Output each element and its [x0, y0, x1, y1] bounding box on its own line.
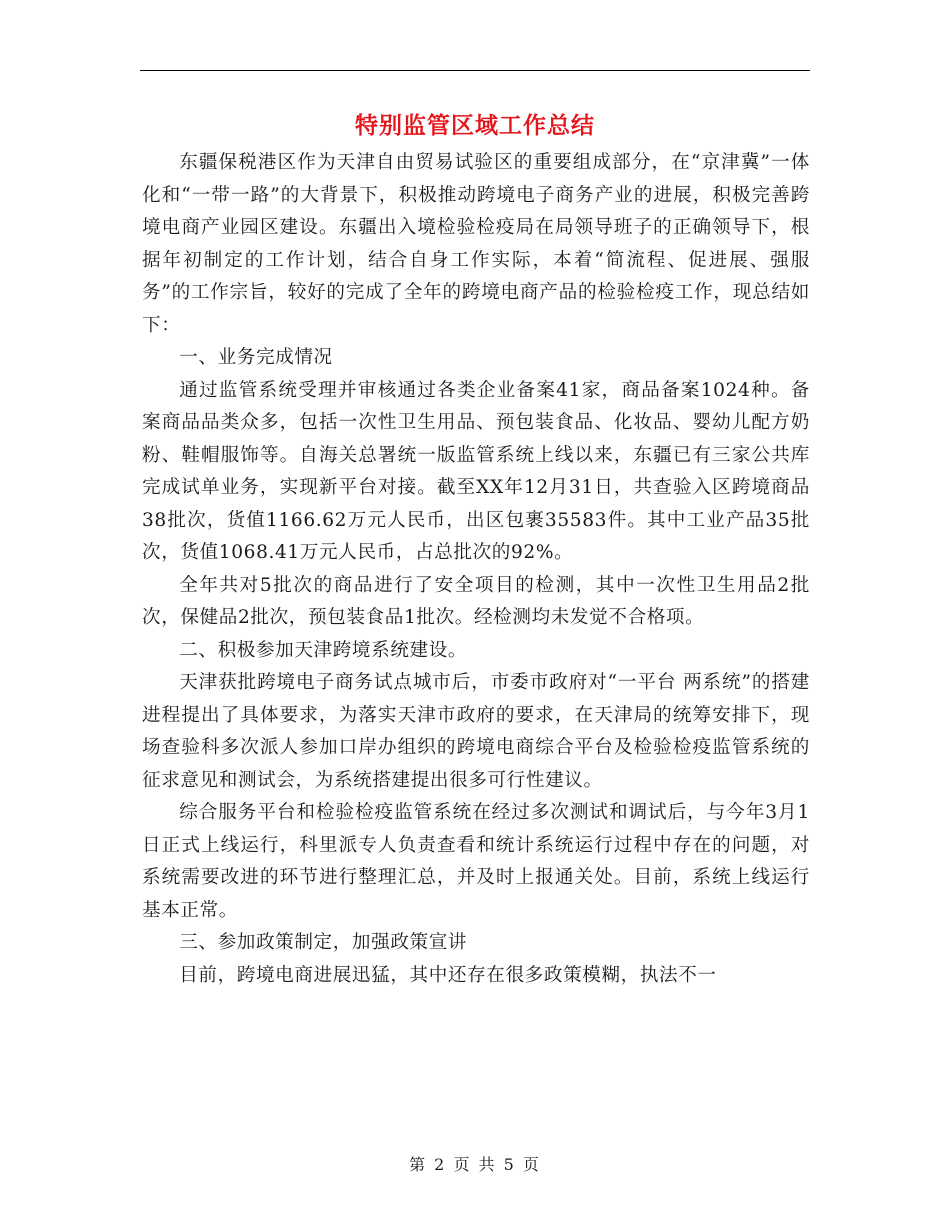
paragraph-intro: 东疆保税港区作为天津自由贸易试验区的重要组成部分，在“京津冀”一体化和“一带一路”的大背景下，积极推动跨境电子商务产业的进展，积极完善跨境电商产业园区建设。东疆出入境检验检疫局在局领导班子的正确领导下，根据年初制定的工作计划，结合自身工作实际，本着“简流程、促进展、强服务”的工作宗旨，较好的完成了全年的跨境电商产品的检验检疫工作，现总结如下：	[142, 152, 810, 336]
section-heading-1: 一、业务完成情况	[179, 347, 333, 368]
document-body	[142, 147, 810, 992]
paragraph-safety-testing: 全年共对5批次的商品进行了安全项目的检测，其中一次性卫生用品2批次，保健品2批次，预包装食品1批次。经检测均未发觉不合格项。	[142, 574, 810, 628]
section-heading-3: 三、参加政策制定，加强政策宣讲	[179, 932, 468, 953]
header-rule	[140, 70, 810, 71]
section-heading-2: 二、积极参加天津跨境系统建设。	[179, 639, 468, 661]
paragraph-system-construction: 天津获批跨境电子商务试点城市后，市委市政府对“一平台 两系统”的搭建进程提出了具体要求，为落实天津市政府的要求，在天津局的统筹安排下，现场查验科多次派人参加口岸办组织的跨境电商综合平台及检验检疫监管系统的征求意见和测试会，为系统搭建提出很多可行性建议。	[142, 672, 810, 791]
paragraph-system-launch: 综合服务平台和检验检疫监管系统在经过多次测试和调试后，与今年3月1日正式上线运行，科里派专人负责查看和统计系统运行过程中存在的问题，对系统需要改进的环节进行整理汇总，并及时上报通关处。目前，系统上线运行基本正常。	[142, 802, 810, 921]
document-title: 特别监管区域工作总结	[355, 112, 595, 139]
paragraph-policy: 目前，跨境电商进展迅猛，其中还存在很多政策模糊，执法不一	[179, 964, 717, 986]
paragraph-business-stats: 通过监管系统受理并审核通过各类企业备案41家，商品备案1024种。备案商品品类众多，包括一次性卫生用品、预包装食品、化妆品、婴幼儿配方奶粉、鞋帽服饰等。自海关总署统一版监管系统上线以来，东疆已有三家公共库完成试单业务，实现新平台对接。截至XX年12月31日，共查验入区跨境商品38批次，货值1166.62万元人民币，出区包裹35583件。其中工业产品35批次，货值1068.41万元人民币，占总批次的92%。	[142, 379, 810, 563]
page-number: 第 2 页 共 5 页	[409, 1155, 541, 1174]
